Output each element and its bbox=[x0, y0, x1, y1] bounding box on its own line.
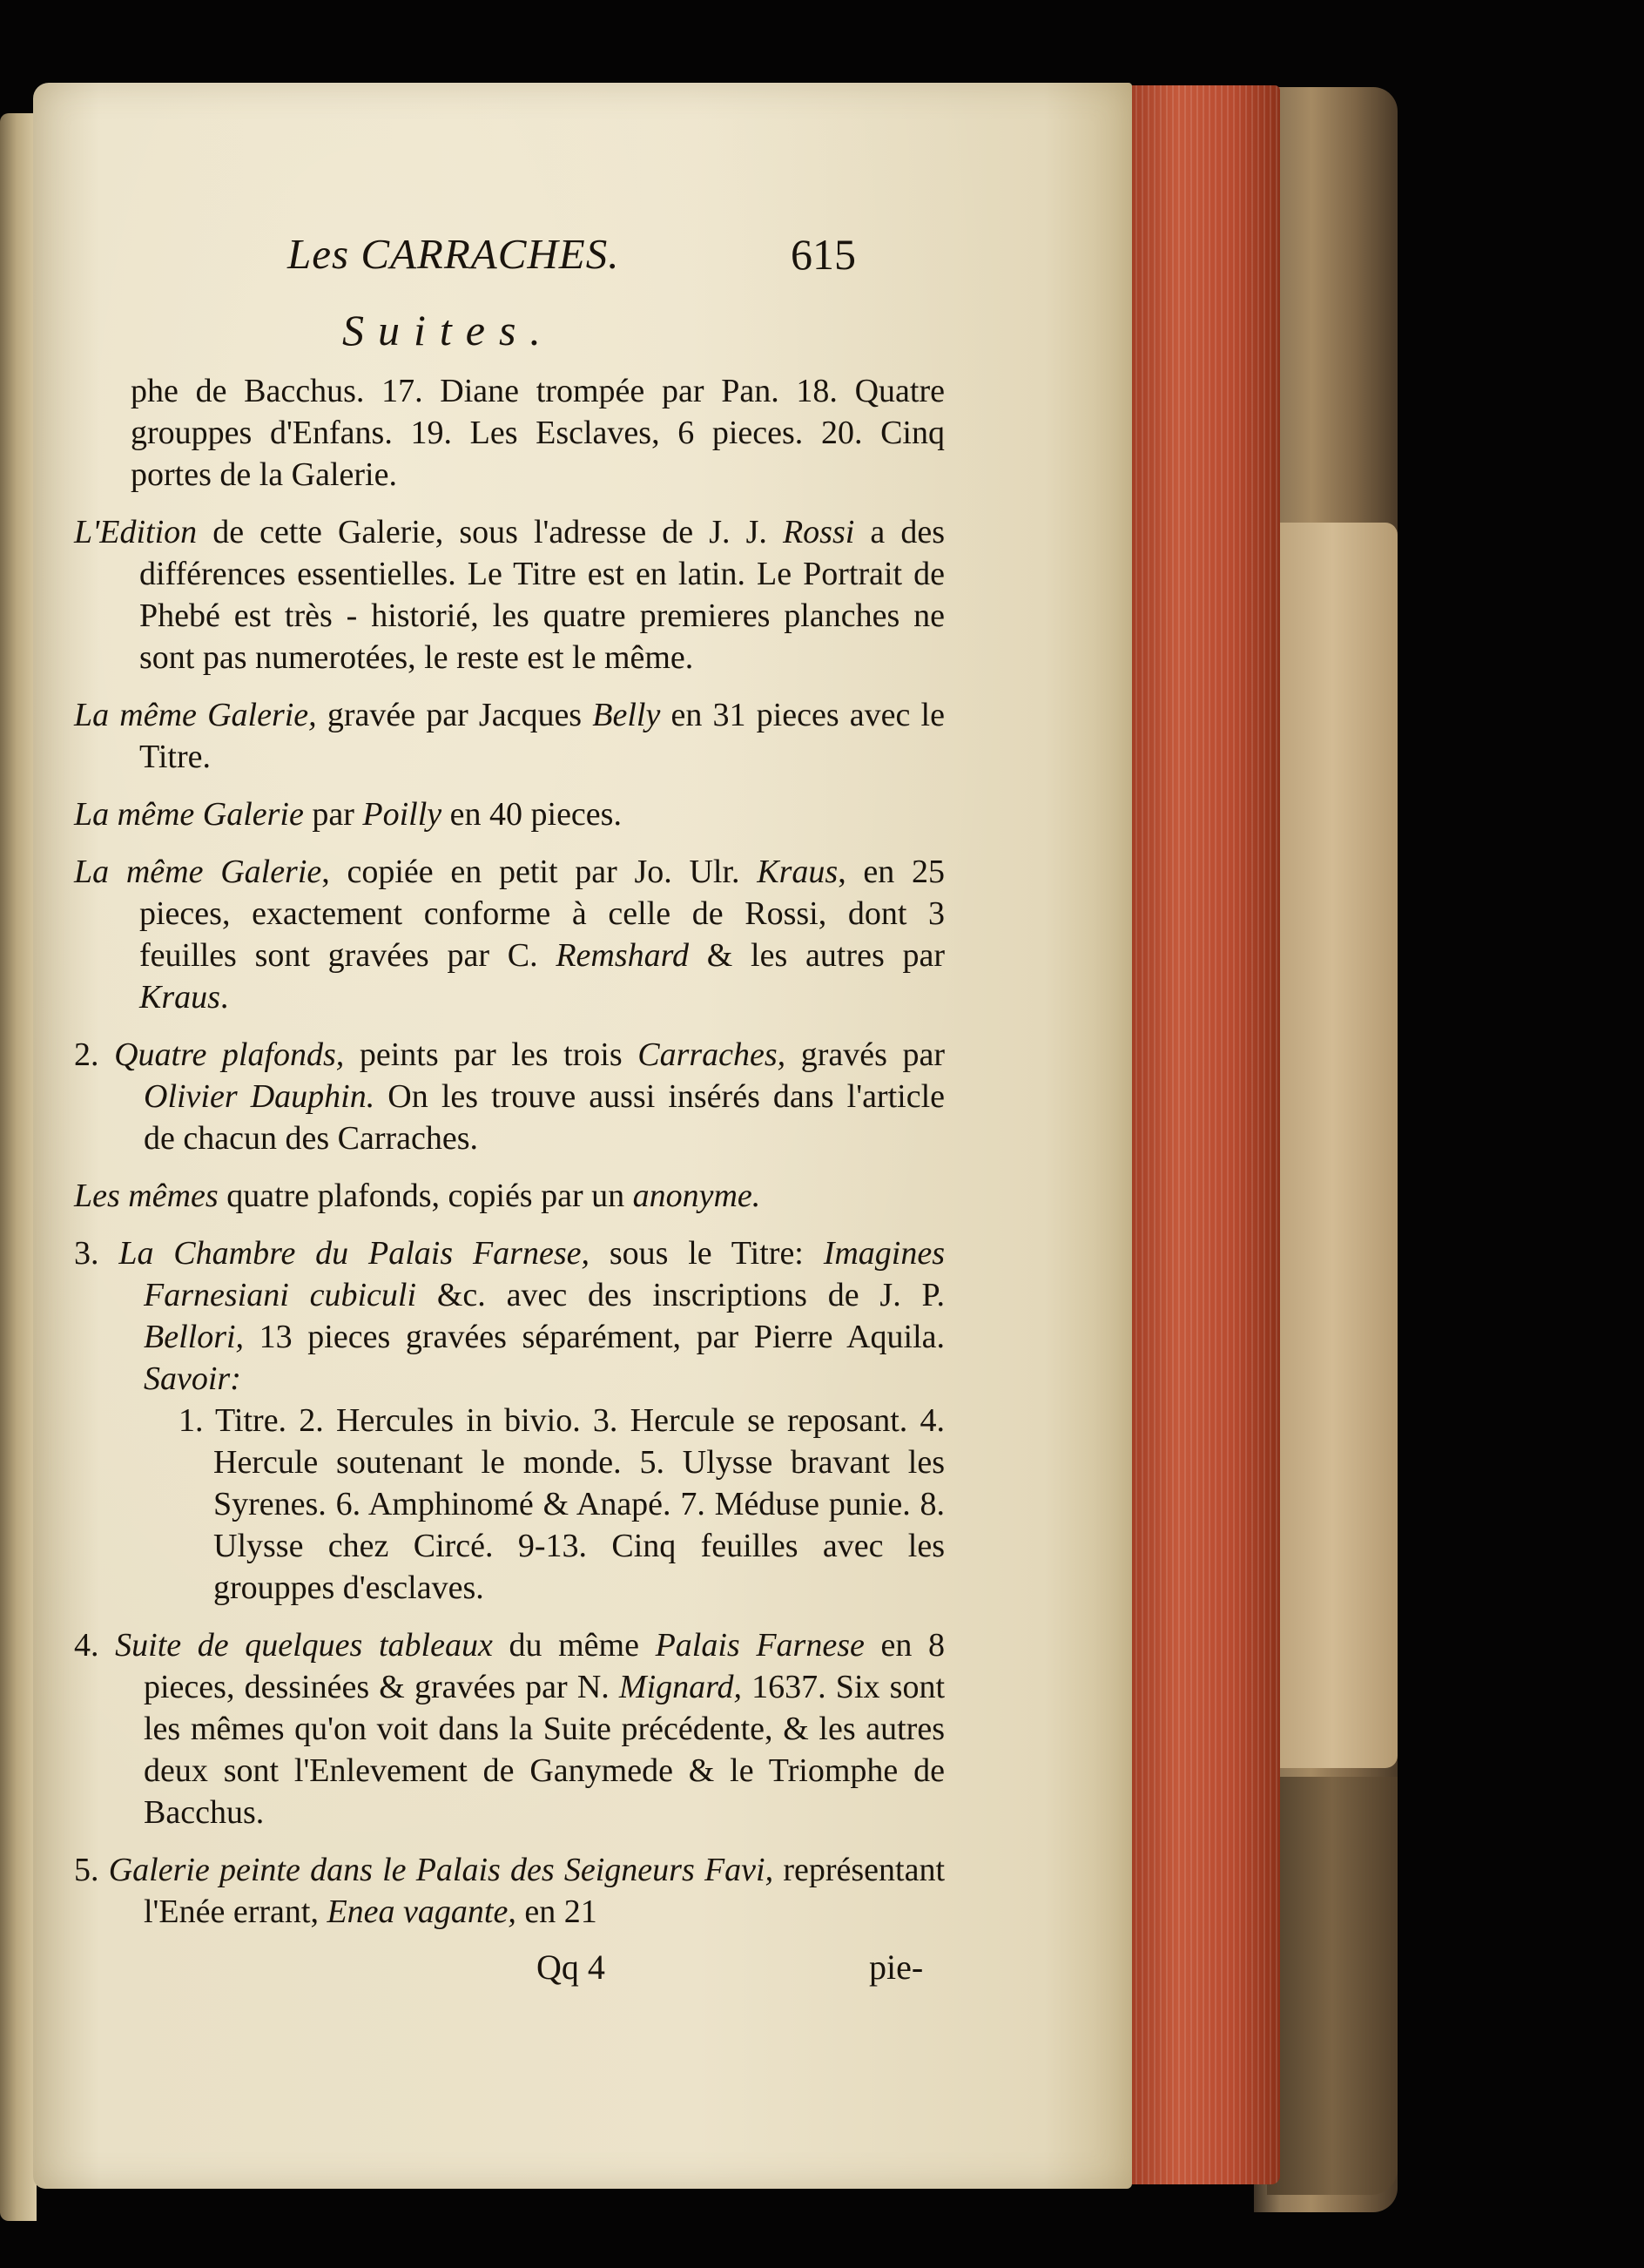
engraver-name: Olivier Dauphin. bbox=[144, 1078, 375, 1115]
entry-text: 13 pieces gravées séparément, par Pierre Aquila. bbox=[244, 1319, 945, 1355]
paragraph-entry-2 bbox=[74, 1034, 945, 1159]
entry-lead: La même Galerie bbox=[74, 854, 322, 890]
entry-number: 3. bbox=[74, 1235, 99, 1272]
entry-lead: La même Galerie, bbox=[74, 697, 317, 733]
entry-text: a des différences essentielles. Le Titre est en latin. Le Portrait de Phebé est très - historié, les quatre premieres planches ne sont pas numerotées, le reste est le même. bbox=[139, 514, 945, 676]
paragraph-edition-rossi bbox=[74, 511, 945, 678]
catchword: pie- bbox=[869, 1947, 924, 1987]
engraver-name: anonyme. bbox=[632, 1178, 761, 1214]
entry-text: . bbox=[219, 979, 229, 1016]
entry-text: par bbox=[303, 796, 363, 833]
entry-text: , copiée en petit par Jo. Ulr. bbox=[321, 854, 758, 890]
engraver-name: Belly bbox=[592, 697, 661, 733]
entry-text: & les autres par bbox=[689, 937, 945, 974]
entry-lead: L'Edition bbox=[74, 514, 198, 550]
paragraph-anonyme bbox=[74, 1175, 945, 1217]
entry-text: en 8 pieces, dessinées & gravées par N. bbox=[144, 1627, 946, 1705]
engraver-name: Mignard, bbox=[618, 1669, 743, 1705]
artist-name: Carraches, bbox=[637, 1036, 786, 1073]
paragraph-entry-4 bbox=[74, 1624, 945, 1833]
entry-lead: Les mêmes bbox=[74, 1178, 219, 1214]
book-cover-paper bbox=[1267, 523, 1398, 1768]
engraver-name: Kraus bbox=[139, 979, 220, 1016]
entry-lead: La même Galerie bbox=[74, 796, 304, 833]
entry-text: en 40 pieces. bbox=[441, 796, 622, 833]
entry-lead: La Chambre du Palais Farnese, bbox=[118, 1235, 590, 1272]
book-page bbox=[33, 83, 1132, 2189]
left-page-edge bbox=[0, 113, 37, 2221]
entry-text: On les trouve aussi insérés dans l'article de chacun des Carraches. bbox=[144, 1078, 945, 1157]
signature-mark: Qq 4 bbox=[536, 1947, 605, 1987]
work-title: Enea vagante, bbox=[327, 1893, 516, 1930]
engraver-name: Kraus bbox=[757, 854, 839, 890]
author-name: Bellori, bbox=[144, 1319, 245, 1355]
red-page-edges bbox=[1123, 85, 1280, 2184]
paragraph-belly bbox=[74, 694, 945, 778]
entry-text: du même bbox=[492, 1627, 656, 1664]
book-cover-lower bbox=[1267, 1777, 1398, 2195]
savoir-label: Savoir: bbox=[144, 1360, 241, 1397]
entry-text: sous le Titre: bbox=[589, 1235, 824, 1272]
entry-text: gravée par Jacques bbox=[316, 697, 593, 733]
entry-number: 4. bbox=[74, 1627, 99, 1664]
page-footer bbox=[33, 1947, 1132, 1999]
work-title: Palais Farnese bbox=[655, 1627, 865, 1664]
entry-text: de cette Galerie, sous l'adresse de J. J. bbox=[197, 514, 783, 550]
plate-list-text: 1. Titre. 2. Hercules in bivio. 3. Hercule se reposant. 4. Hercule soutenant le monde. 5. Ulysse bravant les Syrenes. 6. Amphinomé & Anapé. 7. Méduse punie. 8. Ulysse chez Circé. 9-13. Cinq feuilles avec les grouppes d'esclaves. bbox=[179, 1402, 945, 1606]
page-number: 615 bbox=[791, 230, 856, 279]
entry-text: en 21 bbox=[515, 1893, 597, 1930]
entry-number: 2. bbox=[74, 1036, 99, 1073]
entry-text: gravés par bbox=[785, 1036, 946, 1073]
paragraph-poilly bbox=[74, 793, 945, 835]
paragraph-kraus bbox=[74, 851, 945, 1018]
paragraph-text: phe de Bacchus. 17. Diane trompée par Pan. 18. Quatre grouppes d'Enfans. 19. Les Esclaves, 6 pieces. 20. Cinq portes de la Galerie. bbox=[131, 373, 945, 493]
entry-text: représentant l'Enée errant, bbox=[144, 1852, 945, 1930]
entry-text: 1637. Six sont les mêmes qu'on voit dans la Suite précédente, & les autres deux sont l'Enlevement de Ganymede & le Triomphe de Bacchus. bbox=[144, 1669, 945, 1831]
engraver-name: Remshard bbox=[556, 937, 689, 974]
page-header bbox=[33, 229, 1132, 299]
work-title: Imagines Farnesiani cubiculi bbox=[144, 1235, 946, 1313]
paragraph-plate-list bbox=[74, 1400, 945, 1609]
entry-lead: Quatre plafonds, bbox=[114, 1036, 345, 1073]
entry-number: 5. bbox=[74, 1852, 99, 1888]
engraver-name: Rossi bbox=[782, 514, 855, 550]
entry-text: , en 25 pieces, exactement conforme à celle de Rossi, dont 3 feuilles sont gravées par C. bbox=[139, 854, 945, 974]
page-body bbox=[74, 370, 945, 1933]
paragraph-entry-5 bbox=[74, 1849, 945, 1933]
engraver-name: Poilly bbox=[362, 796, 442, 833]
entry-lead: Suite de quelques tableaux bbox=[115, 1627, 493, 1664]
running-title: Les CARRACHES. bbox=[287, 230, 620, 278]
entry-text: peints par les trois bbox=[344, 1036, 638, 1073]
entry-lead: Galerie peinte dans le Palais des Seigneurs Favi, bbox=[108, 1852, 774, 1888]
entry-text: &c. avec des inscriptions de J. P. bbox=[416, 1277, 945, 1313]
entry-text: en 31 pieces avec le Titre. bbox=[139, 697, 945, 775]
section-heading: Suites. bbox=[342, 306, 555, 354]
entry-text: quatre plafonds, copiés par un bbox=[218, 1178, 633, 1214]
paragraph-continuation bbox=[74, 370, 945, 496]
paragraph-entry-3 bbox=[74, 1232, 945, 1400]
